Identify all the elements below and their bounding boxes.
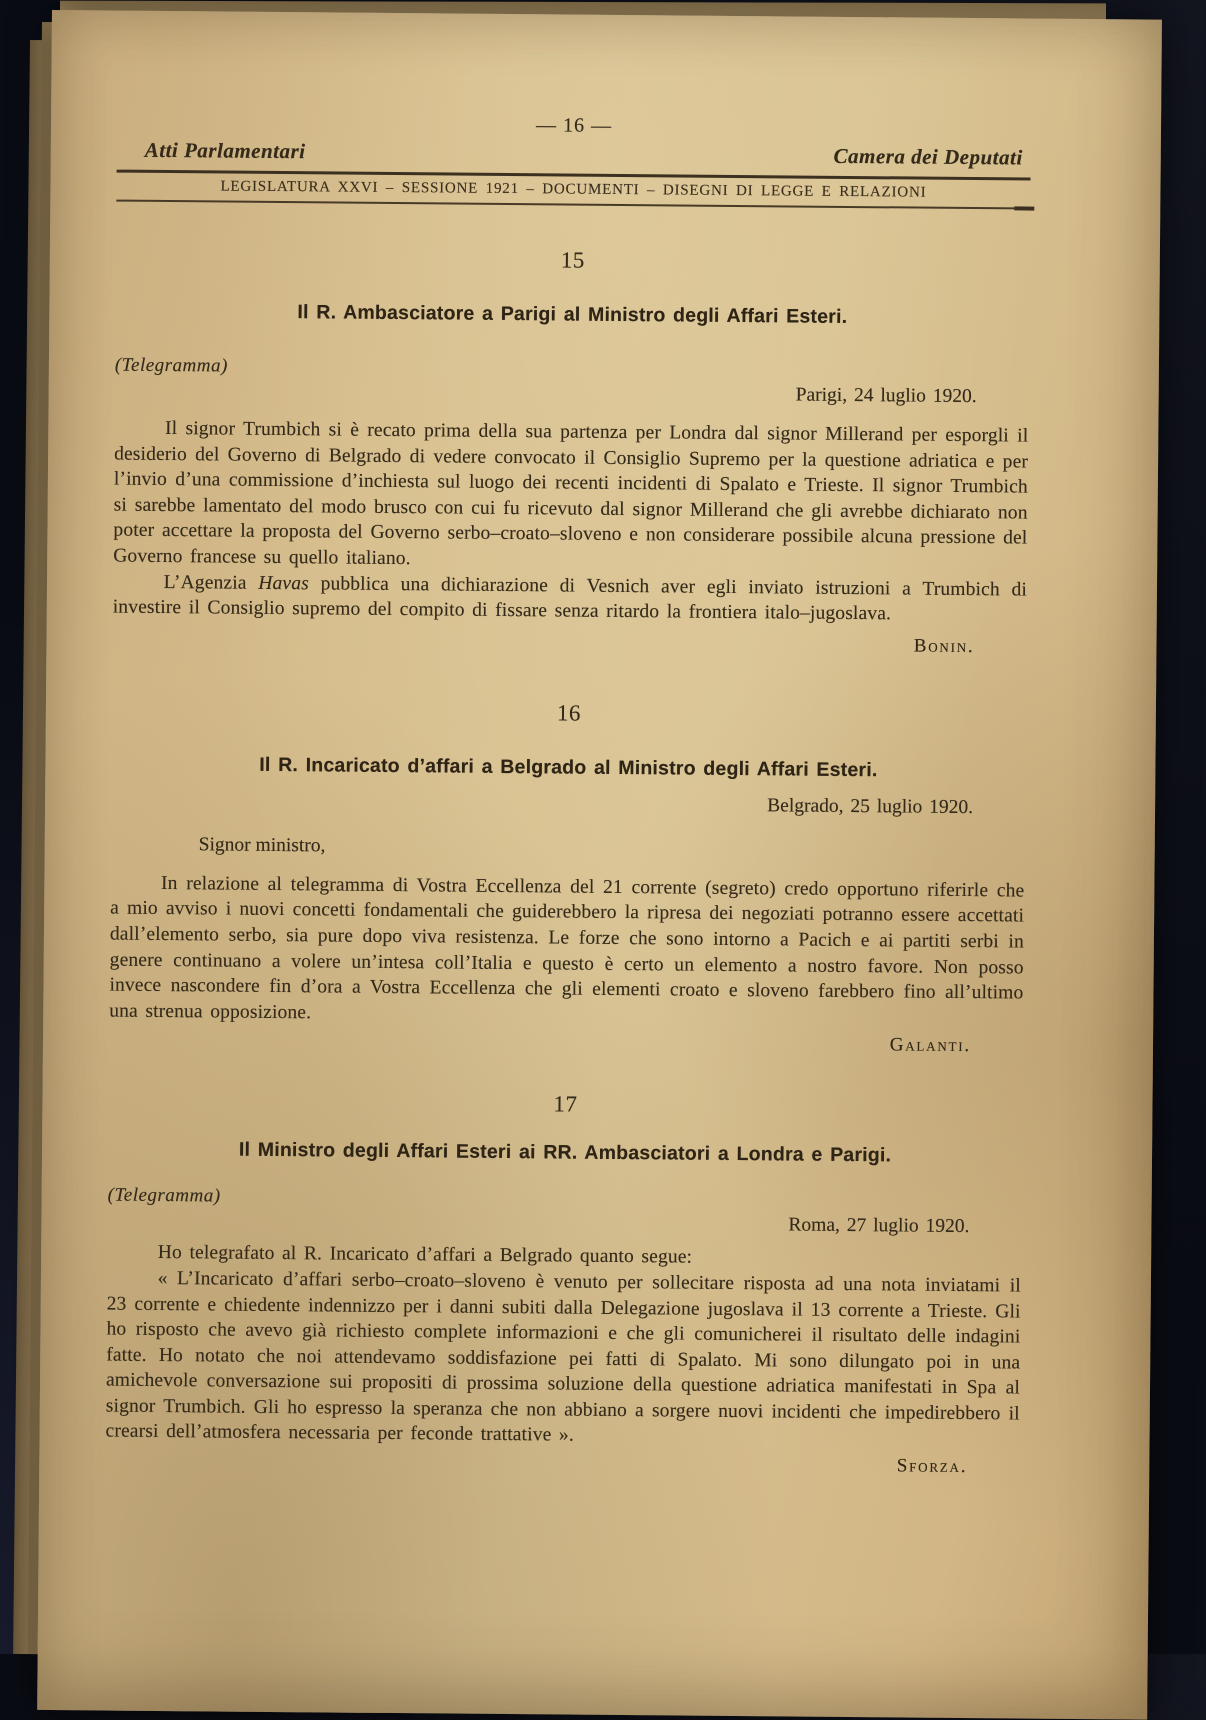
section-number: 16 bbox=[556, 700, 581, 726]
section-15 bbox=[112, 244, 1030, 659]
dateline: Belgrado, 25 luglio 1920. bbox=[767, 795, 974, 818]
signature: Bonin. bbox=[913, 635, 975, 657]
legislature-line: LEGISLATURA XXVI – SESSIONE 1921 – DOCUMENTI – DISEGNI DI LEGGE E RELAZIONI bbox=[220, 178, 927, 201]
document-page bbox=[37, 10, 1162, 1720]
dateline: Parigi, 24 luglio 1920. bbox=[795, 384, 977, 408]
page-number: — 16 — bbox=[535, 114, 613, 137]
section-17 bbox=[105, 1088, 1022, 1479]
dateline: Roma, 27 luglio 1920. bbox=[788, 1214, 970, 1238]
masthead-left: Atti Parlamentari bbox=[144, 137, 306, 164]
signature: Sforza. bbox=[896, 1455, 968, 1478]
masthead-right: Camera dei Deputati bbox=[833, 143, 1023, 170]
paragraph bbox=[113, 569, 1027, 628]
signature: Galanti. bbox=[889, 1034, 972, 1057]
section-number: 17 bbox=[553, 1091, 578, 1117]
section-number: 15 bbox=[560, 247, 585, 273]
masthead bbox=[117, 138, 1031, 171]
section-title: Il Ministro degli Affari Esteri ai RR. Ambasciatori a Londra e Parigi. bbox=[238, 1138, 892, 1167]
paragraph: Ho telegrafato al R. Incaricato d’affari a Belgrado quanto segue: bbox=[157, 1242, 693, 1268]
section-title: Il R. Ambasciatore a Parigi al Ministro degli Affari Esteri. bbox=[297, 301, 848, 328]
paragraph: In relazione al telegramma di Vostra Eccellenza del 21 corrente (segreto) credo opportuno riferirle che a mio avviso i nuovi concetti fondamentali che guiderebbero la ripresa dei negoziati potranno essere accettati dall’elemento serbo, sia pure dopo viva resistenza. Le forze che sono intorno a Pacich e ai partiti serbi in genere continuano a volere un’intesa coll’Italia e questo è certo un elemento a nostro favore. Non posso invece nascondere fin d’ora a Vostra Eccellenza che gli elementi croato e sloveno farebbero fino all’ultimo una strenua opposizione. bbox=[109, 872, 1025, 1024]
paragraph-text: L’Agenzia bbox=[163, 571, 259, 594]
telegram-label: (Telegramma) bbox=[107, 1184, 221, 1207]
salutation: Signor ministro, bbox=[198, 834, 326, 857]
paragraph: « L’Incaricato d’affari serbo–croato–sloveno è venuto per sollecitare risposta ad una nota inviatami il 23 corrente e chiedente indennizzo per i danni subiti dalla Delegazione jugoslava il 13 corrente a Trieste. Gli ho risposto che avevo già richiesto complete informazioni e che gli comunicherei il risultato delle indagini fatte. Ho notato che noi attendevamo soddisfazione pei fatti di Spalato. Mi sono dilungato poi in una amichevole conversazione sui propositi di prossima soluzione della questione adriatica manifestati in Spa al signor Trumbich. Gli ho espresso la speranza che non abbiano a sorgere nuovi incidenti che impedirebbero il crearsi dell’atmosfera necessaria per feconde trattative ». bbox=[105, 1267, 1021, 1447]
agency-name: Havas bbox=[258, 572, 310, 594]
paragraph: Il signor Trumbich si è recato prima della sua partenza per Londra dal signor Millerand per esporgli il desiderio del Governo di Belgrado di vedere convocato il Consiglio Supremo per la questione adriatica e per l’invio d’una commissione d’inchiesta sul luogo dei recenti incidenti di Spalato e Trieste. Il signor Trumbich si sarebbe lamentato del modo brusco con cui fu ricevuto dal signor Millerand che gli avrebbe dichiarato non poter accettare la proposta del Governo serbo–croato–sloveno e non considerare possibile alcuna pressione del Governo francese su quello italiano. bbox=[113, 418, 1029, 570]
section-title: Il R. Incaricato d’affari a Belgrado al Ministro degli Affari Esteri. bbox=[259, 753, 878, 781]
page-content bbox=[39, 10, 1162, 1480]
paragraph-text: pubblica una dichiarazione di Vesnich aver egli inviato istruzioni a Trumbich di investire il Consiglio supremo del compito di fissare senza ritardo la frontiera italo–jugoslava. bbox=[112, 572, 1028, 625]
telegram-label: (Telegramma) bbox=[114, 354, 228, 377]
section-16 bbox=[109, 696, 1026, 1058]
